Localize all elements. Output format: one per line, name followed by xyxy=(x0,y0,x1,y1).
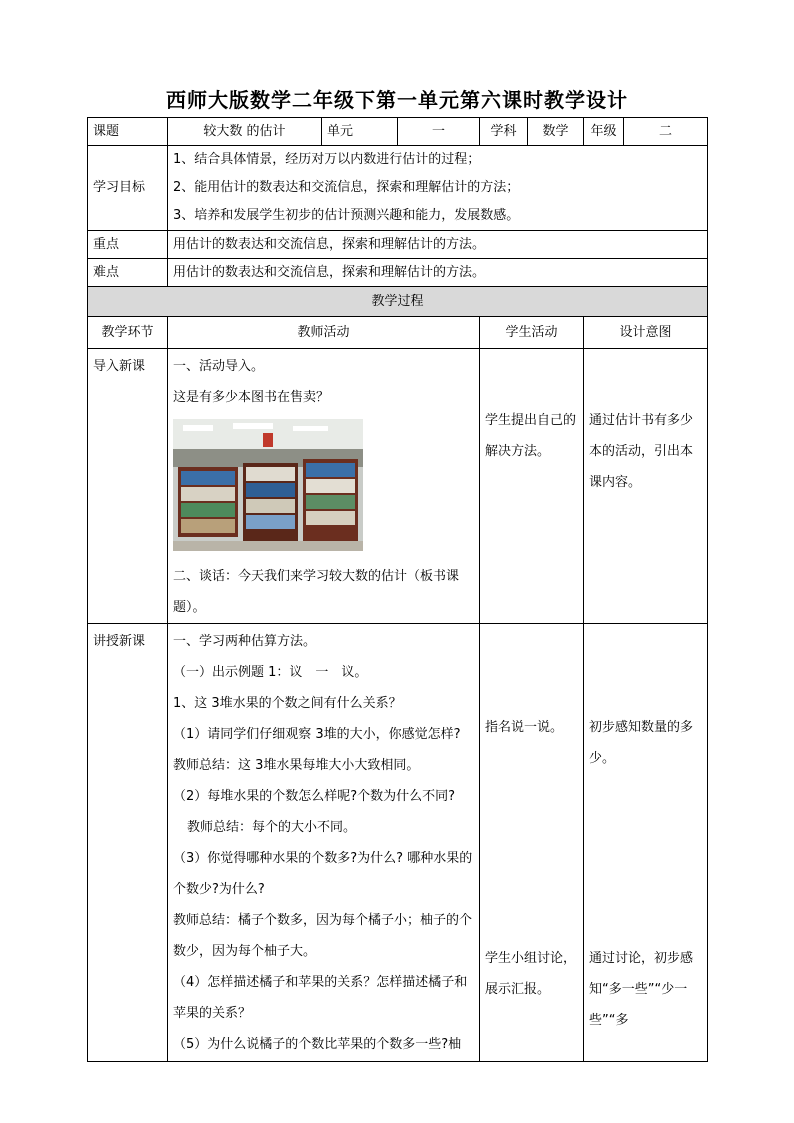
teach-teacher-line: （一）出示例题 1：议 一 议。 xyxy=(173,665,368,680)
teach-student-2: 学生小组讨论，展示汇报。 xyxy=(485,951,577,997)
teach-intent-1: 初步感知数量的多少。 xyxy=(589,720,694,766)
intro-teacher-line: 这是有多少本图书在售卖？ xyxy=(173,390,330,405)
teach-teacher-line: （4）怎样描述橘子和苹果的关系？怎样描述橘子和苹果的关系？ xyxy=(173,975,468,1021)
column-teacher: 教师活动 xyxy=(168,317,480,349)
intro-teacher-line: 二、谈话：今天我们来学习较大数的估计（板书课题）。 xyxy=(173,569,460,615)
objectives-row xyxy=(88,146,708,231)
intro-teacher-line: 一、活动导入。 xyxy=(173,359,265,374)
teach-teacher-line: （3）你觉得哪种水果的个数多?为什么? 哪种水果的个数少?为什么? xyxy=(173,851,473,897)
teach-teacher-line: （5）为什么说橘子的个数比苹果的个数多一些?柚 xyxy=(173,1037,462,1052)
column-stage: 教学环节 xyxy=(88,317,168,349)
intro-stage: 导入新课 xyxy=(88,349,168,624)
teach-teacher-line: （1）请同学们仔细观察 3堆的大小，你感觉怎样? xyxy=(173,727,461,742)
teach-intent-2: 通过讨论，初步感知“多一些”“少一些”“多 xyxy=(589,951,694,1028)
objectives-list xyxy=(168,146,708,231)
key-point-value: 用估计的数表达和交流信息，探索和理解估计的方法。 xyxy=(168,231,708,259)
process-header: 教学过程 xyxy=(88,287,708,317)
teach-stage: 讲授新课 xyxy=(88,624,168,1062)
bookstore-photo xyxy=(173,419,363,551)
teach-row xyxy=(88,624,708,1062)
grade-value: 二 xyxy=(624,118,708,146)
grade-label: 年级 xyxy=(584,118,624,146)
objectives-label: 学习目标 xyxy=(88,146,168,231)
key-point-row xyxy=(88,231,708,259)
column-intent: 设计意图 xyxy=(584,317,708,349)
difficulty-label: 难点 xyxy=(88,259,168,287)
key-point-label: 重点 xyxy=(88,231,168,259)
document-title: 西师大版数学二年级下第一单元第六课时教学设计 xyxy=(166,88,628,112)
topic-label: 课题 xyxy=(88,118,168,146)
objective-item: 2、能用估计的数表达和交流信息，探索和理解估计的方法； xyxy=(173,180,520,195)
intro-teacher xyxy=(168,349,480,624)
info-row xyxy=(88,118,708,146)
teach-teacher-line: 1、这 3堆水果的个数之间有什么关系？ xyxy=(173,696,402,711)
teach-student-1: 指名说一说。 xyxy=(485,720,564,735)
intro-row xyxy=(88,349,708,624)
topic-value: 较大数 的估计 xyxy=(168,118,322,146)
subject-label: 学科 xyxy=(480,118,528,146)
teach-teacher-line: 一、学习两种估算方法。 xyxy=(173,634,317,649)
teach-teacher-line: 教师总结：每个的大小不同。 xyxy=(187,820,357,835)
intro-student: 学生提出自己的解决方法。 xyxy=(480,349,584,624)
difficulty-row xyxy=(88,259,708,287)
process-columns-row xyxy=(88,317,708,349)
process-header-row xyxy=(88,287,708,317)
teach-intent xyxy=(584,624,708,1062)
subject-value: 数学 xyxy=(528,118,584,146)
teach-teacher-line: 教师总结：这 3堆水果每堆大小大致相同。 xyxy=(173,758,420,773)
teach-teacher xyxy=(168,624,480,1062)
unit-value: 一 xyxy=(398,118,480,146)
objective-item: 3、培养和发展学生初步的估计预测兴趣和能力，发展数感。 xyxy=(173,208,520,223)
difficulty-value: 用估计的数表达和交流信息，探索和理解估计的方法。 xyxy=(168,259,708,287)
unit-label: 单元 xyxy=(322,118,398,146)
objective-item: 1、结合具体情景，经历对万以内数进行估计的过程； xyxy=(173,152,481,167)
teach-teacher-line: 教师总结：橘子个数多，因为每个橘子小；柚子的个数少，因为每个柚子大。 xyxy=(173,913,473,959)
lesson-plan-table xyxy=(87,117,708,1062)
intro-intent: 通过估计书有多少本的活动，引出本课内容。 xyxy=(584,349,708,624)
column-student: 学生活动 xyxy=(480,317,584,349)
teach-student xyxy=(480,624,584,1062)
teach-teacher-line: （2）每堆水果的个数怎么样呢?个数为什么不同? xyxy=(173,789,456,804)
